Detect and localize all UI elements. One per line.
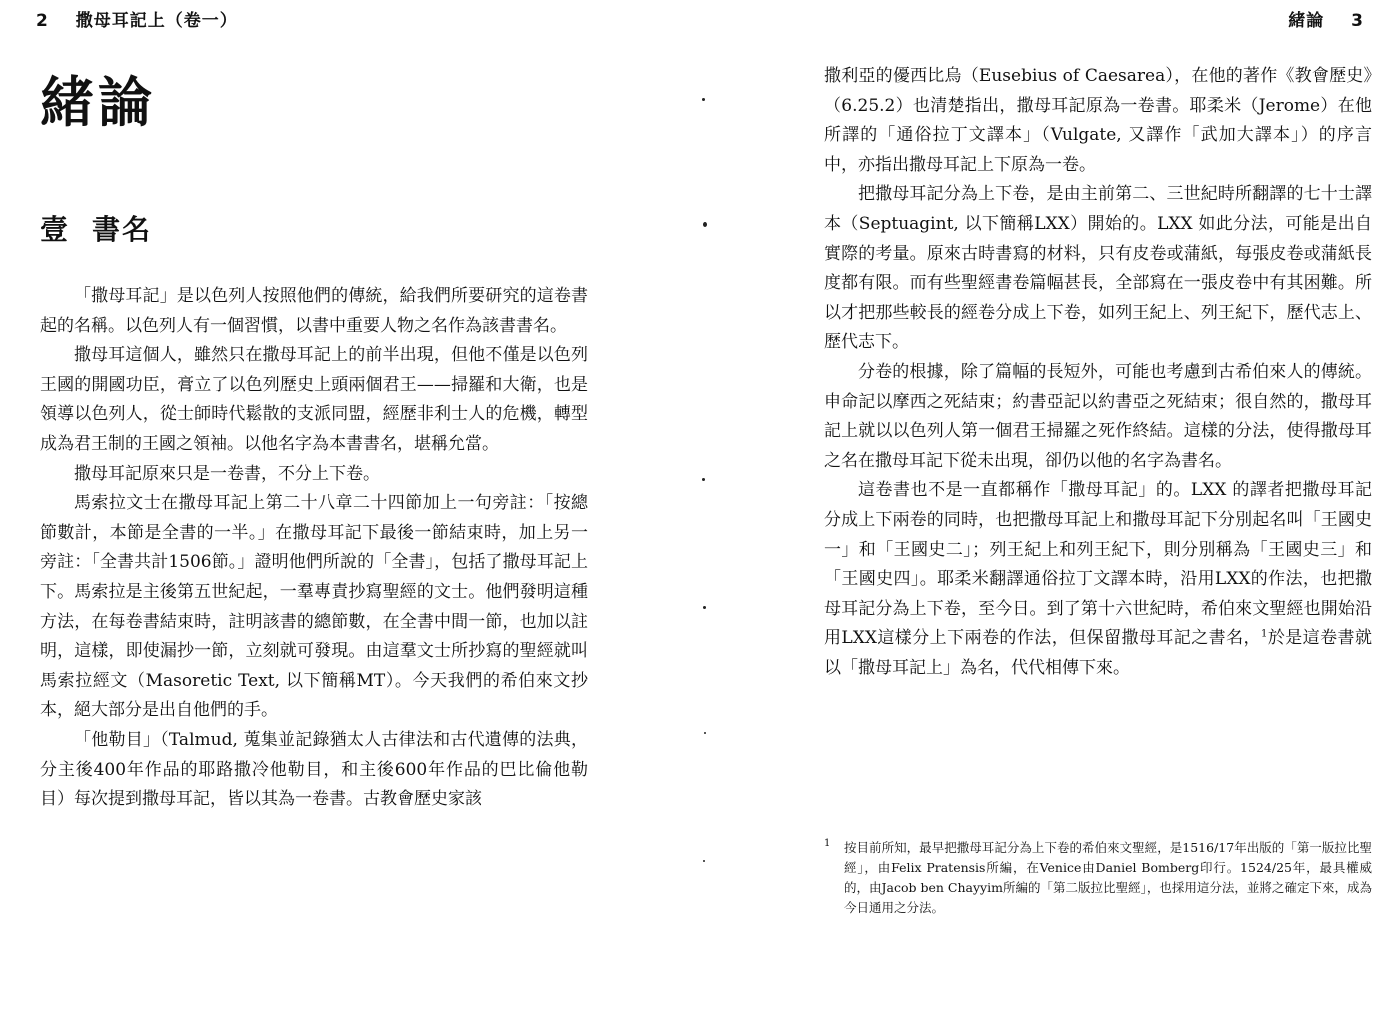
right-page-number: 3 [1351, 11, 1364, 31]
right-page [700, 0, 1400, 1012]
right-header-title: 緒論 [1288, 11, 1325, 31]
footnote-mark: 1 [824, 838, 831, 849]
paragraph: 撒母耳記原來只是一卷書，不分上下卷。 [74, 463, 380, 484]
paragraph: 「撒母耳記」是以色列人按照他們的傳統，給我們所要研究的這卷書起的名稱。以色列人有一個習慣，以書中重要人物之名作為該書書名。 [40, 286, 588, 336]
section-number: 壹 [40, 213, 71, 246]
paragraph: 「他勒目」（Talmud, 蒐集並記錄猶太人古律法和古代遺傳的法典，分主後400年作品的耶路撒冷他勒目，和主後600年作品的巴比倫他勒目）每次提到撒母耳記，皆以其為一卷書。古教會歷史家該 [40, 729, 588, 810]
left-page-number: 2 [36, 11, 49, 31]
paragraph: 分卷的根據，除了篇幅的長短外，可能也考慮到古希伯來人的傳統。申命記以摩西之死結束；約書亞記以約書亞之死結束；很自然的，撒母耳記上就以以色列人第一個君王掃羅之死作終結。這樣的分法，使得撒母耳之名在撒母耳記下從未出現，卻仍以他的名字為書名。 [824, 361, 1372, 471]
footnote [824, 838, 1372, 918]
footnote-text: 按目前所知，最早把撒母耳記分為上下卷的希伯來文聖經，是1516/17年出版的「第一版拉比聖經」，由Felix Pratensis所編，在Venice由Daniel Bomberg印行。1524/25年，最具權威的，由Jacob ben Chayyim所編的「第二版拉比聖經」，也採用這分法，並將之確定下來，成為今日通用之分法。 [844, 840, 1372, 915]
chapter-title: 緒論 [40, 71, 156, 134]
section-title: 書名 [92, 213, 153, 246]
left-body-text [40, 282, 588, 815]
section-heading [40, 208, 152, 248]
paragraph: 撒利亞的優西比烏（Eusebius of Caesarea），在他的著作《教會歷史》（6.25.2）也清楚指出，撒母耳記原為一卷書。耶柔米（Jerome）在他所譯的「通俗拉丁文譯本」（Vulgate, 又譯作「武加大譯本」）的序言中，亦指出撒母耳記上下原為一卷。 [824, 66, 1372, 175]
right-running-header [1288, 6, 1364, 31]
left-header-title: 撒母耳記上（卷一） [75, 11, 238, 31]
paragraph: 馬索拉文士在撒母耳記上第二十八章二十四節加上一句旁註：「按總節數計，本節是全書的一半。」在撒母耳記下最後一節結束時，加上另一旁註：「全書共計1506節。」證明他們所說的「全書」，包括了撒母耳記上下。馬索拉是主後第五世紀起，一羣專責抄寫聖經的文士。他們發明這種方法，在每卷書結束時，註明該書的總節數，在全書中間一節，也加以註明，這樣，即使漏抄一節，立刻就可發現。由這羣文士所抄寫的聖經就叫馬索拉經文（Masoretic Text, 以下簡稱MT）。今天我們的希伯來文抄本，絕大部分是出自他們的手。 [40, 493, 588, 721]
paragraph: 這卷書也不是一直都稱作「撒母耳記」的。LXX 的譯者把撒母耳記分成上下兩卷的同時，也把撒母耳記上和撒母耳記下分別起名叫「王國史一」和「王國史二」；列王紀上和列王紀下，則分別稱為「王國史三」和「王國史四」。耶柔米翻譯通俗拉丁文譯本時，沿用LXX的作法，也把撒母耳記分為上下卷，至今日。到了第十六世紀時，希伯來文聖經也開始沿用LXX這樣分上下兩卷的作法，但保留撒母耳記之書名，$^1$於是這卷書就以「撒母耳記上」為名，代代相傳下來。 [824, 480, 1372, 678]
left-running-header [36, 6, 238, 31]
footnote-reference[interactable]: 1 [1261, 628, 1268, 640]
paragraph: 把撒母耳記分為上下卷，是由主前第二、三世紀時所翻譯的七十士譯本（Septuagint, 以下簡稱LXX）開始的。LXX 如此分法，可能是出自實際的考量。原來古時書寫的材料，只有皮卷或蒲紙，每張皮卷或蒲紙長度都有限。而有些聖經書卷篇幅甚長，全部寫在一張皮卷中有其困難。所以才把那些較長的經卷分成上下卷，如列王紀上、列王紀下，歷代志上、歷代志下。 [824, 184, 1372, 353]
paragraph: 撒母耳這個人，雖然只在撒母耳記上的前半出現，但他不僅是以色列王國的開國功臣，膏立了以色列歷史上頭兩個君王——掃羅和大衛，也是領導以色列人，從士師時代鬆散的支派同盟，經歷非利士人的危機，轉型成為君王制的王國之領袖。以他名字為本書書名，堪稱允當。 [40, 345, 588, 454]
right-body-text [824, 62, 1372, 683]
